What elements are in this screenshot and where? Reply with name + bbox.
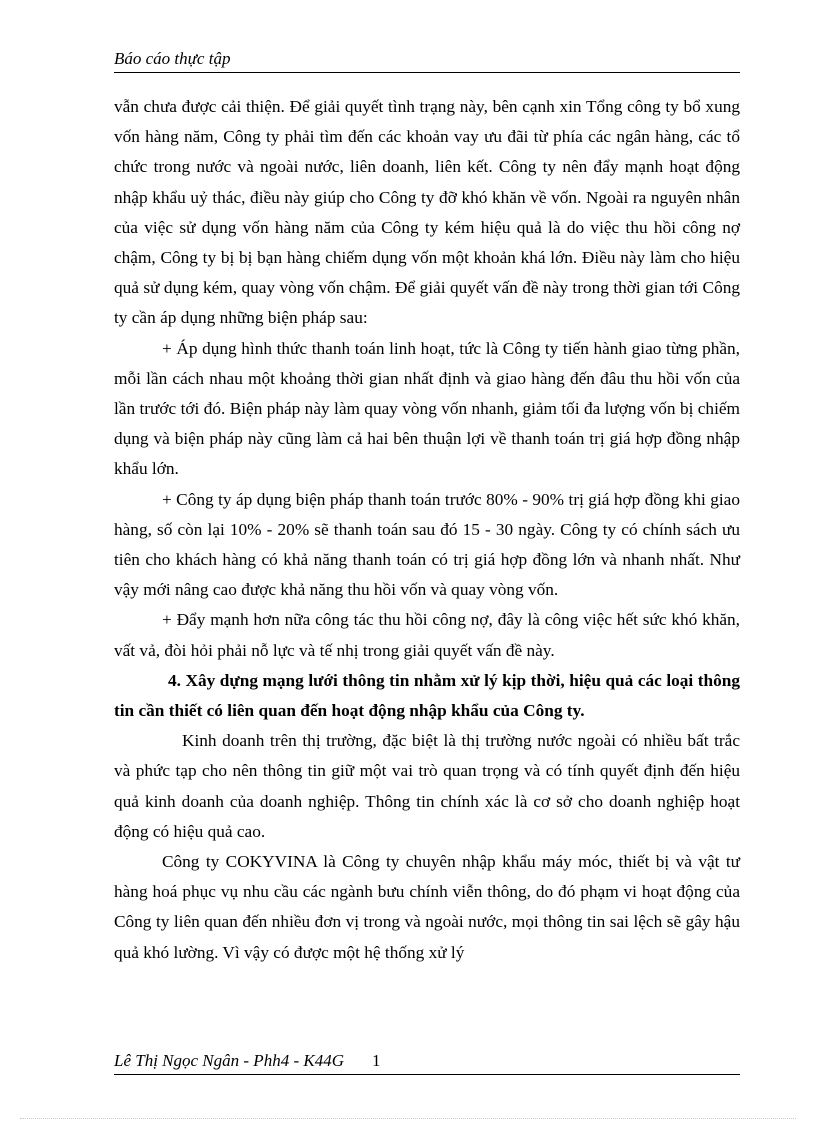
footer-author: Lê Thị Ngọc Ngân - Phh4 - K44G xyxy=(114,1051,344,1070)
paragraph-4: + Đẩy mạnh hơn nữa công tác thu hồi công nợ, đây là công việc hết sức khó khăn, vất vả, đòi hỏi phải nỗ lực và tế nhị trong giải quyết vấn đề này. xyxy=(114,610,740,660)
page-bottom-border xyxy=(20,1118,796,1119)
paragraph-1: vẫn chưa được cải thiện. Để giải quyết tình trạng này, bên cạnh xin Tổng công ty bổ xung vốn hàng năm, Công ty phải tìm đến các khoản vay ưu đãi từ phía các ngân hàng, các tổ chức trong nước và ngoài nước, liên doanh, liên kết. Công ty nên đẩy mạnh hoạt động nhập khẩu uỷ thác, điều này giúp cho Công ty đỡ khó khăn về vốn. Ngoài ra nguyên nhân của việc sử dụng vốn hàng năm của Công ty kém hiệu quả là do việc thu hồi công nợ chậm, Công ty bị bị bạn hàng chiếm dụng vốn một khoản khá lớn. Điều này làm cho hiệu quả sử dụng kém, quay vòng vốn chậm. Để giải quyết vấn đề này trong thời gian tới Công ty cần áp dụng những biện pháp sau: xyxy=(114,97,740,328)
paragraph-6: Công ty COKYVINA là Công ty chuyên nhập khẩu máy móc, thiết bị và vật tư hàng hoá phục vụ nhu cầu các ngành bưu chính viễn thông, do đó phạm vi hoạt động của Công ty liên quan đến nhiều đơn vị trong và ngoài nước, mọi thông tin sai lệch sẽ gây hậu quả khó lường. Vì vậy có được một hệ thống xử lý xyxy=(114,852,740,962)
section-heading: 4. Xây dựng mạng lưới thông tin nhằm xử lý kịp thời, hiệu quả các loại thông tin cần thiết có liên quan đến hoạt động nhập khẩu của Công ty. xyxy=(114,670,740,721)
header-title: Báo cáo thực tập xyxy=(114,49,231,68)
paragraph-3: + Công ty áp dụng biện pháp thanh toán trước 80% - 90% trị giá hợp đồng khi giao hàng, số còn lại 10% - 20% sẽ thanh toán sau đó 15 - 30 ngày. Công ty có chính sách ưu tiên cho khách hàng có khả năng thanh toán có trị giá hợp đồng lớn và nhanh nhất. Như vậy mới nâng cao được khả năng thu hồi vốn và quay vòng vốn. xyxy=(114,489,740,600)
page-header xyxy=(114,48,740,73)
page-number: 1 xyxy=(371,1051,381,1070)
document-body xyxy=(114,92,740,968)
paragraph-5: Kinh doanh trên thị trường, đặc biệt là thị trường nước ngoài có nhiều bất trắc và phức tạp cho nên thông tin giữ một vai trò quan trọng và có tính quyết định đến hiệu quả kinh doanh của doanh nghiệp. Thông tin chính xác là cơ sở cho doanh nghiệp hoạt động có hiệu quả cao. xyxy=(114,731,740,841)
page-footer xyxy=(114,1050,740,1075)
paragraph-2: + Áp dụng hình thức thanh toán linh hoạt, tức là Công ty tiến hành giao từng phần, mỗi lần cách nhau một khoảng thời gian nhất định và giao hàng đến đâu thu hồi vốn của lần trước tới đó. Biện pháp này làm quay vòng vốn nhanh, giảm tối đa lượng vốn bị chiếm dụng và biện pháp này cũng làm cả hai bên thuận lợi về thanh toán trị giá hợp đồng nhập khẩu lớn. xyxy=(114,338,740,479)
